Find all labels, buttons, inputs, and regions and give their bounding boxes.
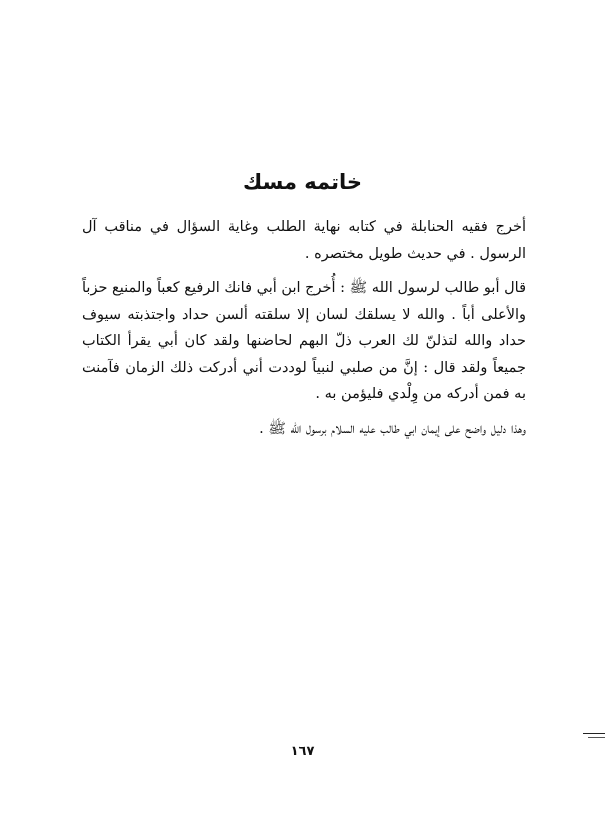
paragraph-3: وهذا دليل واضح على إيمان ابي طالب عليه السلام برسول الله ﷺ .	[259, 420, 526, 437]
edge-mark	[588, 737, 605, 738]
body-text	[82, 214, 526, 450]
section-heading: خاتمه مسك	[243, 170, 362, 194]
page-number: ١٦٧	[290, 744, 315, 759]
edge-mark	[583, 733, 605, 734]
paragraph-2: قال أبو طالب لرسول الله ﷺ : أُخرج ابن أبي فانك الرفيع كعباً والمنيع حزباً والأعلى أباً . والله لا يسلقك لسان إلا سلقته ألسن حداد واجتذبته سيوف حداد والله لتذلنّ لك العرب ذلّ البهم لحاضنها ولقد كان أبي يقرأ الكتاب جميعاً ولقد قال : إنَّ من صلبي لنبياً لوددت أني أدركت ذلك الزمان فآمنت به فمن أدركه من وِلْدي فليؤمن به .	[82, 280, 526, 402]
paragraph-1: أخرج فقيه الحنابلة في كتابه نهاية الطلب وغاية السؤال في مناقب آل الرسول . في حديث طويل مختصره .	[82, 219, 526, 262]
